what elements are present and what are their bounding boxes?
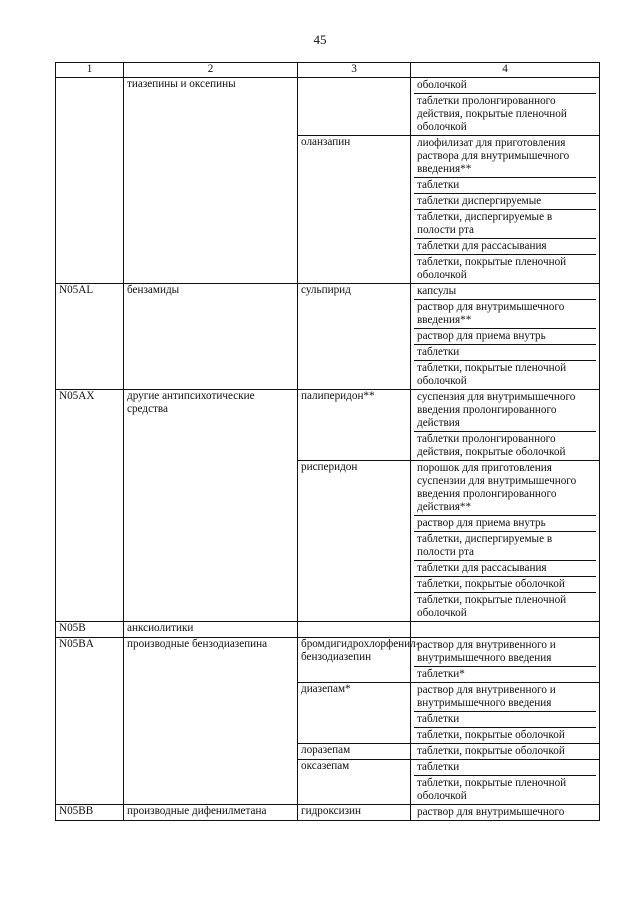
drug-name-cell: рисперидон xyxy=(298,461,411,622)
dosage-form-item: таблетки xyxy=(414,178,596,194)
dosage-forms-cell xyxy=(411,284,600,390)
dosage-form-item: раствор для внутримышечного введения** xyxy=(414,300,596,329)
page-number: 45 xyxy=(313,32,327,47)
dosage-form-item: таблетки xyxy=(414,345,596,361)
header-col-2: 2 xyxy=(124,63,298,78)
dosage-form-item: таблетки, покрытые пленочной оболочкой xyxy=(417,362,567,387)
dosage-forms-cell xyxy=(411,622,600,638)
dosage-forms-cell xyxy=(411,805,600,821)
drug-name-cell: оксазепам xyxy=(298,760,411,805)
drug-table xyxy=(55,62,600,821)
atc-code-cell: N05BA xyxy=(56,638,124,805)
atc-code-cell: N05B xyxy=(56,622,124,638)
dosage-form-item: капсулы xyxy=(414,284,596,300)
dosage-form-item: таблетки диспергируемые xyxy=(414,194,596,210)
dosage-form-item: лиофилизат для приготовления раствора для внутримышечного введения** xyxy=(414,136,596,178)
drug-name-cell xyxy=(298,622,411,638)
atc-code-cell xyxy=(56,78,124,284)
dosage-form-item: таблетки для рассасывания xyxy=(414,239,596,255)
table-row xyxy=(56,284,600,390)
dosage-forms-cell xyxy=(411,78,600,136)
dosage-form-item: таблетки, диспергируемые в полости рта xyxy=(414,210,596,239)
dosage-form-item: раствор для внутривенного и внутримышечного введения xyxy=(414,683,596,712)
dosage-form-item: оболочкой xyxy=(414,78,596,94)
dosage-form-item: таблетки, покрытые оболочкой xyxy=(417,729,565,741)
group-name-cell: производные дифенилметана xyxy=(124,805,298,821)
drug-name-cell: диазепам* xyxy=(298,683,411,744)
dosage-forms-cell xyxy=(411,390,600,461)
atc-code-cell: N05AL xyxy=(56,284,124,390)
table-row xyxy=(56,390,600,461)
dosage-form-item xyxy=(414,622,596,637)
dosage-forms-cell xyxy=(411,136,600,284)
dosage-forms-cell xyxy=(411,638,600,683)
dosage-form-item: раствор для внутривенного и внутримышечного введения xyxy=(414,638,596,667)
dosage-form-item: таблетки пролонгированного действия, покрытые оболочкой xyxy=(417,433,566,458)
dosage-form-item: таблетки для рассасывания xyxy=(414,561,596,577)
drug-name-cell xyxy=(298,78,411,136)
drug-name-cell: палиперидон** xyxy=(298,390,411,461)
group-name-cell: другие антипсихотические средства xyxy=(124,390,298,622)
dosage-form-item: таблетки, покрытые пленочной оболочкой xyxy=(417,594,567,619)
dosage-form-item: таблетки xyxy=(414,760,596,776)
dosage-form-item: порошок для приготовления суспензии для внутримышечного введения пролонгированного действия** xyxy=(414,461,596,516)
dosage-form-item: таблетки, покрытые оболочкой xyxy=(414,577,596,593)
table-row xyxy=(56,78,600,136)
dosage-form-item: раствор для приема внутрь xyxy=(414,329,596,345)
dosage-forms-cell xyxy=(411,744,600,760)
dosage-form-item: таблетки, диспергируемые в полости рта xyxy=(414,532,596,561)
dosage-forms-cell xyxy=(411,461,600,622)
table-body xyxy=(56,78,600,821)
header-row xyxy=(56,63,600,78)
drug-name-cell: сульпирид xyxy=(298,284,411,390)
dosage-form-item: таблетки* xyxy=(417,668,465,680)
dosage-form-item: таблетки пролонгированного действия, покрытые пленочной оболочкой xyxy=(417,95,567,133)
table-row xyxy=(56,622,600,638)
drug-name-cell: бромдигидрохлорфенил-бензодиазепин xyxy=(298,638,411,683)
group-name-cell: бензамиды xyxy=(124,284,298,390)
drug-name-cell: лоразепам xyxy=(298,744,411,760)
drug-name-cell: гидроксизин xyxy=(298,805,411,821)
dosage-form-item: таблетки, покрытые пленочной оболочкой xyxy=(417,777,567,802)
table-row xyxy=(56,638,600,683)
dosage-form-item: таблетки xyxy=(414,712,596,728)
group-name-cell: анксиолитики xyxy=(124,622,298,638)
header-col-1: 1 xyxy=(56,63,124,78)
group-name-cell: тиазепины и оксепины xyxy=(124,78,298,284)
dosage-form-item: суспензия для внутримышечного введения пролонгированного действия xyxy=(414,390,596,432)
header-col-3: 3 xyxy=(298,63,411,78)
header-col-4: 4 xyxy=(411,63,600,78)
dosage-form-item: таблетки, покрытые пленочной оболочкой xyxy=(417,256,567,281)
dosage-forms-cell xyxy=(411,683,600,744)
dosage-form-item: раствор для внутримышечного xyxy=(417,806,565,818)
dosage-forms-cell xyxy=(411,760,600,805)
atc-code-cell: N05BB xyxy=(56,805,124,821)
table-row xyxy=(56,805,600,821)
atc-code-cell: N05AX xyxy=(56,390,124,622)
group-name-cell: производные бензодиазепина xyxy=(124,638,298,805)
drug-name-cell: оланзапин xyxy=(298,136,411,284)
dosage-form-item: раствор для приема внутрь xyxy=(414,516,596,532)
dosage-form-item: таблетки, покрытые оболочкой xyxy=(417,745,565,757)
